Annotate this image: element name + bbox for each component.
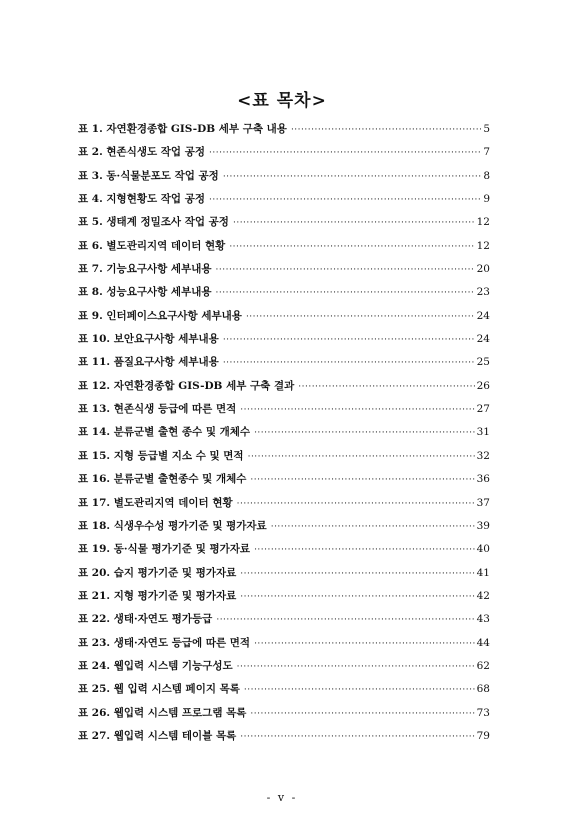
toc-entry-label: 표 27. 웹입력 시스템 테이블 목록: [78, 729, 237, 742]
dot-leader: [250, 475, 474, 485]
toc-entry[interactable]: [78, 518, 490, 541]
toc-entry-label: 표 22. 생태·자연도 평가등급: [78, 613, 213, 626]
toc-entry-page-number: 12: [476, 239, 490, 252]
toc-entry-label: 표 3. 동·식물분포도 작업 공정: [78, 169, 219, 182]
toc-entry-label: 표 13. 현존식생 등급에 따른 면적: [78, 403, 237, 416]
toc-entry-page-number: 12: [476, 216, 490, 229]
toc-entry-page-number: 36: [476, 473, 490, 486]
dot-leader: [250, 709, 474, 719]
toc-entry[interactable]: [78, 565, 490, 588]
toc-entry-page-number: 68: [476, 683, 490, 696]
toc-entry-page-number: 39: [476, 519, 490, 532]
toc-entry-page-number: 44: [476, 636, 490, 649]
dot-leader: [244, 685, 475, 695]
toc-entry-page-number: 73: [476, 706, 490, 719]
toc-entry[interactable]: [78, 401, 490, 424]
toc-entry-page-number: 8: [483, 169, 490, 182]
dot-leader: [240, 569, 474, 579]
toc-entry-page-number: 32: [476, 449, 490, 462]
toc-entry-label: 표 5. 생태계 정밀조사 작업 공정: [78, 216, 229, 229]
toc-entry-label: 표 15. 지형 등급별 지소 수 및 면적: [78, 449, 244, 462]
toc-entry-page-number: 7: [483, 146, 490, 159]
dot-leader: [216, 615, 474, 625]
dot-leader: [209, 195, 481, 205]
dot-leader: [291, 125, 481, 135]
toc-entry[interactable]: [78, 191, 490, 214]
toc-entry[interactable]: [78, 541, 490, 564]
toc-entry[interactable]: [78, 168, 490, 191]
toc-entry-label: 표 1. 자연환경종합 GIS-DB 세부 구축 내용: [78, 123, 287, 135]
toc-entry-page-number: 27: [476, 403, 490, 416]
dot-leader: [240, 732, 474, 742]
toc-entry[interactable]: [78, 728, 490, 751]
toc-entry-label: 표 12. 자연환경종합 GIS-DB 세부 구축 결과: [78, 379, 295, 392]
toc-entry[interactable]: [78, 705, 490, 728]
toc-entry[interactable]: [78, 611, 490, 634]
page-title: <표 목차>: [237, 91, 327, 111]
dot-leader: [240, 592, 474, 602]
toc-entry-label: 표 6. 별도관리지역 데이터 현황: [78, 239, 226, 252]
toc-entry-page-number: 26: [476, 379, 490, 392]
toc-entry[interactable]: [78, 424, 490, 447]
dot-leader: [209, 148, 481, 158]
dot-leader: [229, 242, 474, 252]
dot-leader: [223, 335, 475, 345]
toc-entry-page-number: 23: [476, 286, 490, 299]
dot-leader: [271, 522, 475, 532]
toc-entry-page-number: 62: [476, 659, 490, 672]
page-number: - v -: [266, 791, 298, 804]
toc-entry-label: 표 26. 웹입력 시스템 프로그램 목록: [78, 706, 247, 719]
dot-leader: [248, 452, 475, 462]
toc-entry-page-number: 5: [483, 123, 490, 135]
toc-entry[interactable]: [78, 238, 490, 261]
toc-entry[interactable]: [78, 144, 490, 167]
toc-entry-label: 표 17. 별도관리지역 데이터 현황: [78, 496, 233, 509]
dot-leader: [216, 265, 475, 275]
toc-entry[interactable]: [78, 121, 490, 144]
dot-leader: [237, 499, 475, 509]
toc-entry[interactable]: [78, 495, 490, 518]
toc-entry[interactable]: [78, 284, 490, 307]
toc-entry[interactable]: [78, 331, 490, 354]
toc-entry[interactable]: [78, 588, 490, 611]
toc-entry-label: 표 7. 기능요구사항 세부내용: [78, 263, 212, 276]
toc-entry-page-number: 41: [476, 566, 490, 579]
toc-entry-label: 표 10. 보안요구사항 세부내용: [78, 333, 219, 346]
toc-entry-page-number: 24: [476, 333, 490, 346]
toc-entry-label: 표 2. 현존식생도 작업 공정: [78, 146, 206, 159]
dot-leader: [254, 545, 475, 555]
toc-entry[interactable]: [78, 214, 490, 237]
toc-entry-label: 표 20. 습지 평가기준 및 평가자료: [78, 566, 237, 579]
toc-entry-page-number: 20: [476, 263, 490, 276]
toc-entry-label: 표 8. 성능요구사항 세부내용: [78, 286, 212, 299]
toc-entry[interactable]: [78, 471, 490, 494]
dot-leader: [223, 358, 475, 368]
toc-entry-page-number: 40: [476, 543, 490, 556]
dot-leader: [298, 382, 474, 392]
toc-entry-label: 표 9. 인터페이스요구사항 세부내용: [78, 309, 242, 322]
toc-entry-page-number: 43: [476, 613, 490, 626]
dot-leader: [254, 428, 475, 438]
toc-entry[interactable]: [78, 681, 490, 704]
toc-entry-label: 표 24. 웹입력 시스템 기능구성도: [78, 659, 233, 672]
toc-entry-label: 표 23. 생태·자연도 등급에 따른 면적: [78, 636, 251, 649]
toc-entry-page-number: 31: [476, 426, 490, 439]
toc-entry-label: 표 18. 식생우수성 평가기준 및 평가자료: [78, 519, 267, 532]
toc-entry[interactable]: [78, 308, 490, 331]
toc-entry-page-number: 79: [476, 729, 490, 742]
toc-entry[interactable]: [78, 354, 490, 377]
toc-entry-label: 표 25. 웹 입력 시스템 페이지 목록: [78, 683, 240, 696]
toc-entry-page-number: 24: [476, 309, 490, 322]
toc-entry-page-number: 25: [476, 356, 490, 369]
toc-entry-page-number: 42: [476, 589, 490, 602]
toc-entry-label: 표 4. 지형현황도 작업 공정: [78, 193, 206, 206]
dot-leader: [223, 172, 482, 182]
toc-entry[interactable]: [78, 635, 490, 658]
dot-leader: [240, 405, 474, 415]
toc-entry-label: 표 19. 동·식물 평가기준 및 평가자료: [78, 543, 251, 556]
toc-entry[interactable]: [78, 378, 490, 401]
toc-entry-label: 표 21. 지형 평가기준 및 평가자료: [78, 589, 237, 602]
dot-leader: [233, 218, 475, 228]
dot-leader: [246, 312, 475, 322]
toc-entry-label: 표 16. 분류군별 출현종수 및 개체수: [78, 473, 247, 486]
toc-entry-label: 표 14. 분류군별 출현 종수 및 개체수: [78, 426, 251, 439]
dot-leader: [216, 288, 475, 298]
toc-entry-page-number: 9: [483, 193, 490, 206]
toc-entry-label: 표 11. 품질요구사항 세부내용: [78, 356, 219, 369]
toc-entry-page-number: 37: [476, 496, 490, 509]
toc-entry[interactable]: [78, 658, 490, 681]
table-of-tables-list: [78, 121, 490, 751]
dot-leader: [254, 639, 475, 649]
toc-entry[interactable]: [78, 261, 490, 284]
toc-entry[interactable]: [78, 448, 490, 471]
dot-leader: [237, 662, 475, 672]
